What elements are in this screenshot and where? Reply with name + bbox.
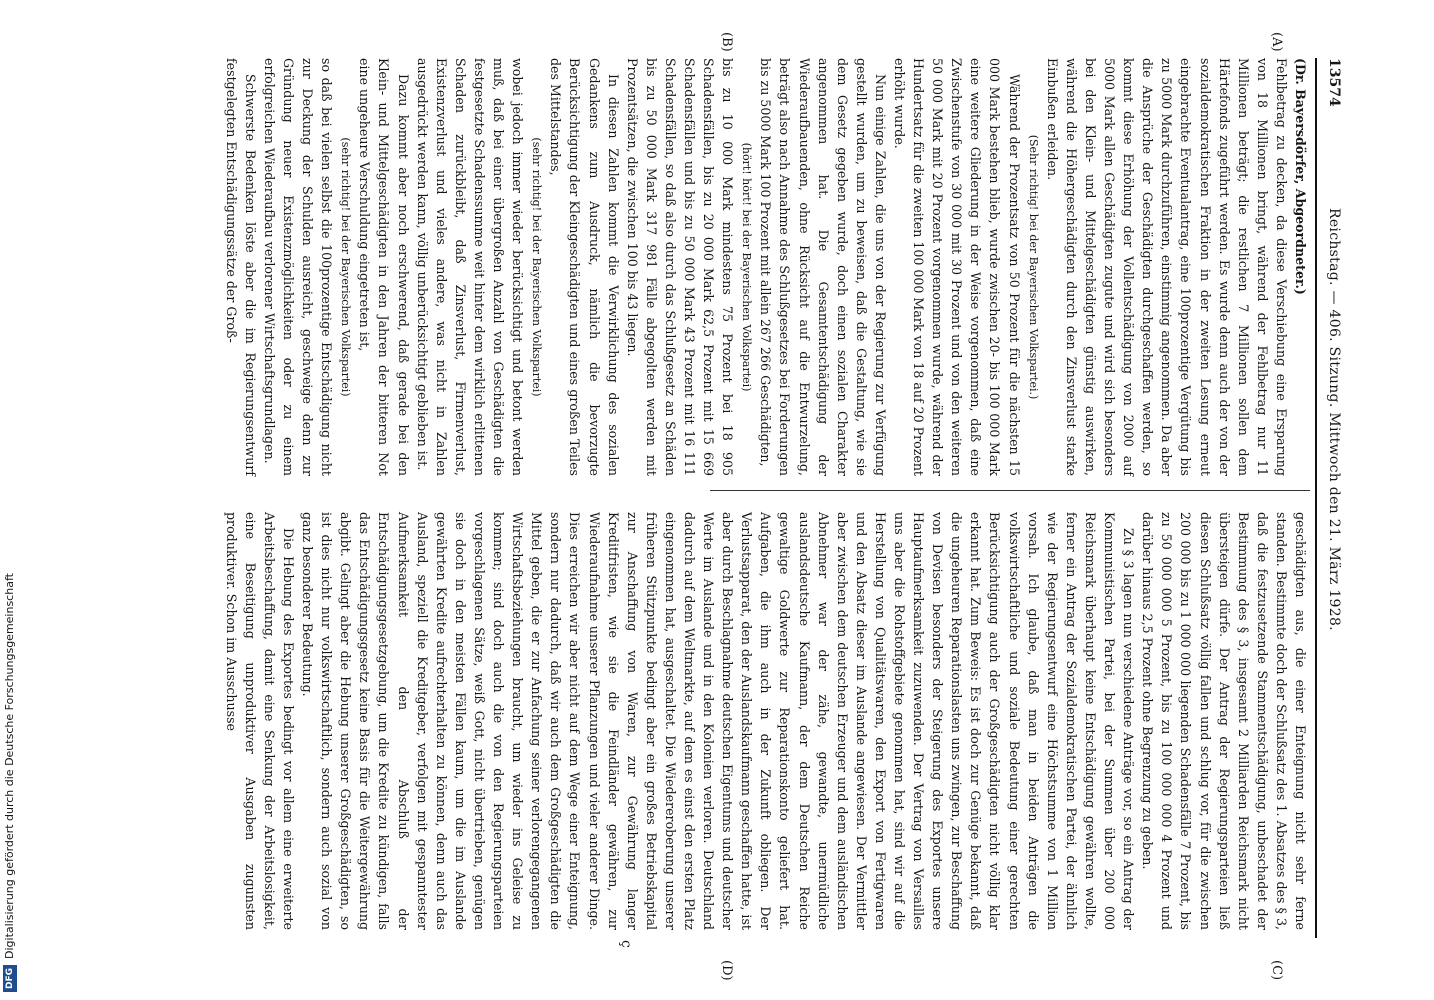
interjection: (Sehr richtig! bei der Bayerischen Volkspartei.) xyxy=(1026,134,1040,400)
paragraph: Zu § 3 lagen nun verschiedene Anträge vor, so ein Antrag der Kommunistischen Partei, bei der Summen über 200 000 Reichsmark überhaupt keine Entschädigung gewähren wollte, ferner ein Antrag der Sozialdemokratischen Partei, der ähnlich wie der Regierungsentwurf eine Höchstsumme von 1 Million vorsah. Ich glaube, daß man in beiden Anträgen die volkswirtschaftliche und soziale Bedeutung einer gerechten Berücksichtigung auch der Großgeschädigten nicht völlig klar erkannt hat. Zum Beweis: Es ist doch zur Genüge bekannt, daß die ungeheuren Reparationslasten uns zwingen, zur Beschaffung von Devisen besonders der Steigerung des Exportes unsere Hauptaufmerksamkeit zuzuwenden. Der Vertrag von Versailles uns aber die Rohstoffgebiete genommen hat, sind wir auf die Herstellung von Qualitätswaren, den Export von Fertigwaren und den Absatz dieser im Auslande angewiesen. Der Vermittler aber zwischen dem deutschen Erzeuger und dem ausländischen Abnehmer war der zähe, gewandte, unermüdliche auslandsdeutsche Kaufmann, der dem Deutschen Reiche gewaltige Goldwerte zur Reparationskonto geliefert hat. Aufgaben, die ihm auch in der Zukunft obliegen. Der Verlustsapparat, den der Auslandskaufmann geschaffen hatte, ist aber durch Beschlagnahme deutschen Eigentums und deutscher Werte im Auslande und in den Kolonien verloren. Deutschland dadurch auf dem Weltmarkte, auf dem es einst den ersten Platz eingenommen hat, ausgeschaltet. Die Wiedereroberung unserer früheren Stützpunkte bedingt aber ein großes Betriebskapital zur Anschaffung von Waren, zur Gewährung langer Kreditfristen, wie sie die Feindländer gewähren, zur Wiederaufnahme unserer Pflanzungen und vieler anderer Dinge. Dies erreichen wir aber nicht auf dem Wege einer Enteignung, sondern nur dadurch, daß wir auch dem Großgeschädigten die Mittel geben, die er zur Anfachung seiner verlorengegangenen Wirtschaftsbeziehungen braucht, um wieder ins Geleise zu kommen; sind doch auch die von den Regierungsparteien vorgeschlagenen Sätze, weiß Gott, nicht übertrieben, genügen sie doch in den meisten Fällen kaum, um die im Auslande gewährten Kredite aufrechterhalten zu können, denn auch das Ausland, speziell die Kreditgeber, verfolgen mit gespanntester Aufmerksamkeit den Abschluß der Entschädigungsgesetzgebung, um die Kredite zu kündigen, falls das Entschädigungsgesetz keine Basis für die Weitergewährung abgibt. Gelingt aber die Hebung unserer Großgeschädigten, so ist dies nicht nur volkswirtschaftlich, sondern auch sozial von ganz besonderer Bedeutung. xyxy=(300,512,1137,930)
page-number: 13574 xyxy=(1326,58,1342,107)
paragraph: Fehlbetrag zu decken, da diese Verschiebung eine Ersparung von 18 Millionen bringt, während der Fehlbetrag nur 11 Millionen beträgt; die restlichen 7 Millionen sollen dem Härtefonds zugeführt werden. Es wurde denn auch der von der sozialdemokratischen Fraktion in der zweiten Lesung erneut eingebrachte Eventualantrag, eine 100prozentige Vergütung bis zu 5000 Mark durchzuführen, einstimmig angenommen. Da aber die Ansprüche der Geschädigten durchgeschaffen werden, so kommt diese Erhöhung der Vollentschädigung von 2000 auf 5000 Mark allen Geschädigten zugute und wird sich besonders bei den Klein- und Mittelgeschädigten günstig auswirken, während die Höhergeschädigten durch den Zinsverlust starke Einbußen erleiden. xyxy=(1044,58,1289,476)
running-head: Reichstag. — 406. Sitzung. Mittwoch den 21. März 1928. xyxy=(1326,208,1342,631)
paragraph: so daß bei vielen selbst die 100prozentige Entschädigung nicht zur Deckung der Schulden ausreicht, geschweige denn zur Gründung neuer Existenzmöglichkeiten oder zu einem erfolgreichen Wiederaufbau verlorener Wirtschaftsgrundlagen. xyxy=(261,58,335,476)
stray-mark: ç xyxy=(618,940,634,948)
paragraph: geschädigten aus, die einer Enteignung nicht sehr ferne standen. Bestimmte doch der Schlußsatz des 1. Absatzes des § 3, daß die festzusetzende Stammentschädigung, unbeschadet der Bestimmung des § 3, insgesamt 2 Milliarden Reichsmark nicht übersteigen dürfe. Der Antrag der Regierungsparteien ließ diesen Schlußsatz völlig fallen und schlug vor, für die zwischen 200 000 bis zu 1 000 000 liegenden Schadensfälle 7 Prozent, bis zu 50 000 000 5 Prozent, bis zu 100 000 000 4 Prozent und darüber hinaus 2,5 Prozent ohne Begrenzung zu geben. xyxy=(1140,512,1308,930)
page-header xyxy=(1312,58,1348,938)
interjection: (sehr richtig! bei der Bayerischen Volkspartei) xyxy=(530,137,544,397)
interjection: (hört! hört! bei der Bayerischen Volkspartei) xyxy=(740,142,754,392)
paragraph: In diesen Zahlen kommt die Verwirklichung des sozialen Gedankens zum Ausdruck, nämlich die bevorzugte Berücksichtigung der Kleingeschädigten und eines großen Teiles des Mittelstandes, xyxy=(548,58,621,476)
paragraph: Nun einige Zahlen, die uns von der Regierung zur Verfügung gestellt wurden, um zu beweisen, daß die Gestaltung, wie sie dem Gesetz gegeben wurde, doch einen sozialen Charakter angenommen hat. Die Gesamtentschädigung der Wiederaufbauenden, ohne Rücksicht auf die Entwurzelung, beträgt also nach Annahme des Schlußgesetzes bei Forderungen bis zu 5000 Mark 100 Prozent mit allein 267 266 Geschädigten, xyxy=(758,58,888,476)
paragraph: wobei jedoch immer wieder berücksichtigt und betont werden muß, daß bei einer übergroßen Anzahl von Geschädigten die festgesetzte Schadenssumme weit hinter dem wirklich erlittenen Schaden zurückbleibt, daß Zinsverlust, Firmenverlust, Existenzverlust und vieles andere, was nicht in Zahlen ausgedrückt werden kann, völlig unberücksichtigt geblieben ist. xyxy=(414,58,526,476)
interjection: (sehr richtig! bei der Bayerischen Volkspartei) xyxy=(339,137,353,397)
speaker-label: (Dr. Bayersdörfer, Abgeordneter.) xyxy=(1293,58,1308,295)
paragraph: bis zu 10 000 Mark mindestens 75 Prozent bei 18 905 Schadensfällen, bis zu 20 000 Mark 62,5 Prozent mit 15 669 Schadensfällen und bis zu 50 000 Mark 43 Prozent mit 16 111 Schadensfällen, so daß also durch das Schlußgesetz an Schäden bis zu 50 000 Mark 317 981 Fälle abgegolten werden mit Prozentsätzen, die zwischen 100 bis 43 liegen. xyxy=(624,58,736,476)
right-column xyxy=(222,512,1310,930)
column-divider xyxy=(710,490,1310,491)
header-rule xyxy=(1315,58,1317,938)
digitization-notice xyxy=(0,0,22,1000)
left-column xyxy=(222,58,1310,476)
margin-marker-b: (B) xyxy=(719,32,734,52)
paragraph: Während der Prozentsatz von 50 Prozent für die nächsten 15 000 Mark bestehen blieb, wurde zwischen 20- bis 100 000 Mark eine weitere Gliederung in der Weise vorgenommen, daß eine Zwischenstufe von 30 000 mit 30 Prozent und von den weiteren 50 000 Mark mit 20 Prozent vorgenommen wurde, während der Hundertsatz für die zweiten 100 000 Mark von 18 auf 20 Prozent erhöht wurde. xyxy=(892,58,1022,476)
margin-marker-c: (C) xyxy=(1269,960,1284,981)
dfg-logo: DFG xyxy=(3,965,17,992)
digitization-text: Digitalisierung gefördert durch die Deutsche Forschungsgemeinschaft xyxy=(3,573,16,959)
paragraph: Schwerste Bedenken löste aber die im Regierungsentwurf festgelegten Entschädigungssätze der Groß- xyxy=(223,58,258,476)
margin-marker-a: (A) xyxy=(1269,32,1284,52)
paragraph: Die Hebung des Exportes bedingt vor allem eine erweiterte Arbeitsbeschaffung, damit eine Senkung der Arbeitslosigkeit, eine Beseitigung unproduktiver Ausgaben zugunsten produktiver. Schon im Ausschusse xyxy=(223,512,297,930)
margin-marker-d: (D) xyxy=(719,960,734,981)
paragraph: Dazu kommt aber noch erschwerend, daß gerade bei den Klein- und Mittelgeschädigten in den Jahren der bitteren Not eine ungeheure Verschuldung eingetreten ist, xyxy=(357,58,411,476)
